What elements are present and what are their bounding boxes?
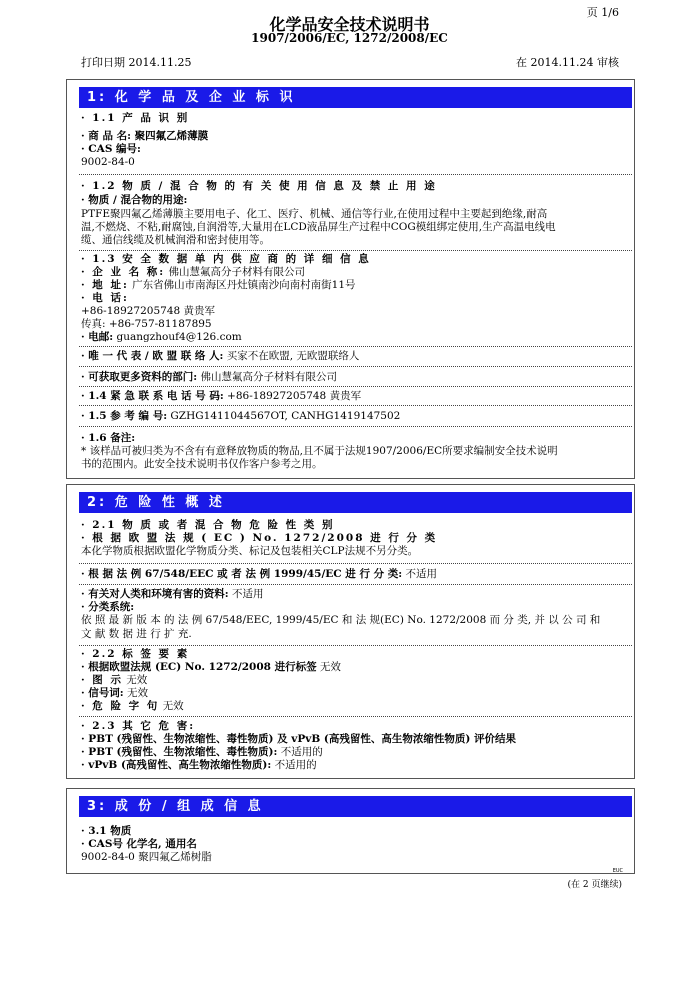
print-date: 打印日期 2014.11.25 — [81, 56, 192, 69]
cas-chemical-name-label: · CAS号 化学名, 通用名 — [81, 838, 197, 850]
vpvb-value: 不适用的 — [271, 759, 317, 771]
cas-value: 9002-84-0 — [81, 156, 135, 168]
divider — [79, 250, 632, 251]
pbt-value: 不适用的 — [277, 746, 323, 758]
page-end-line — [66, 873, 635, 874]
divider — [79, 386, 632, 387]
company-value: 佛山慧氟高分子材料有限公司 — [165, 266, 305, 278]
trade-name-label: · 商 品 名: — [81, 130, 131, 142]
pbt-label: · PBT (残留性、生物浓缩性、毒性物质): — [81, 746, 278, 758]
clp-classification-label: · 根 据 欧 盟 法 规 ( EC ) No. 1272/2008 进 行 分 类 — [81, 532, 438, 544]
trade-name — [81, 130, 620, 143]
address-value: 广东省佛山市南海区丹灶镇南沙向南村南街11号 — [128, 279, 356, 291]
pbt — [81, 746, 620, 759]
company-label: · 企 业 名 称: — [81, 266, 166, 278]
tel-label: · 电 话: — [81, 292, 129, 304]
hazard-statements-label: · 危 险 字 句 — [81, 700, 160, 712]
page-number: 页 1/6 — [586, 6, 619, 19]
divider — [79, 174, 632, 175]
emergency-phone — [81, 390, 620, 403]
document-title: 化学品安全技术说明书 — [269, 15, 430, 34]
section-1-title: 1: 化 学 品 及 企 业 标 识 — [79, 87, 632, 108]
directive-label: · 根 据 法 例 67/548/EEC 或 者 法 例 1999/45/EC 进 行 分 类: — [81, 568, 403, 580]
footer-code: EUC — [612, 868, 623, 874]
pbt-vpvb-title: · PBT (残留性、生物浓缩性、毒性物质) 及 vPvB (高残留性、高生物浓缩性物质) 评价结果 — [81, 733, 517, 745]
rep-label: · 唯 一 代 表 / 欧 盟 联 络 人: — [81, 350, 224, 362]
company — [81, 266, 620, 279]
continued-note: (在 2 页继续) — [567, 880, 622, 890]
classification-system-line-2: 文 献 数 据 进 行 扩 充. — [81, 628, 192, 640]
labelling-label: · 根据欧盟法规 (EC) No. 1272/2008 进行标签 — [81, 661, 317, 673]
email — [81, 331, 620, 344]
tel-value: +86-18927205748 黄贵军 — [81, 305, 216, 317]
section-3-title: 3: 成 份 / 组 成 信 息 — [79, 796, 632, 817]
email-value: guangzhouf4@126.com — [113, 331, 242, 343]
clp-classification-value: 本化学物质根据欧盟化学物质分类、标记及包装相关CLP法规不另分类。 — [81, 545, 419, 557]
classification-system-line-1: 依 照 最 新 版 本 的 法 例 67/548/EEC, 1999/45/EC 和 法 规(EC) No. 1272/2008 而 分 类, 并 以 公 司 和 — [81, 614, 601, 626]
address-label: · 地 址: — [81, 279, 129, 291]
use-line-2: 温,不燃烧、不粘,耐腐蚀,自润滑等,大量用在LCD液晶屏生产过程中COG模组绑定使用,生产高温电线电 — [81, 221, 556, 233]
section-3 — [66, 788, 635, 874]
reference-label: · 1.5 参 考 编 号: — [81, 410, 168, 422]
signal-word-value: 无效 — [123, 687, 149, 699]
divider — [79, 563, 632, 564]
note-label: · 1.6 备注: — [81, 432, 136, 444]
divider — [79, 405, 632, 406]
trade-name-value: 聚四氟乙烯薄膜 — [131, 130, 209, 142]
email-label: · 电邮: — [81, 331, 114, 343]
signal-word — [81, 687, 620, 700]
labelling-value: 无效 — [316, 661, 341, 673]
use-line-1: PTFE聚四氟乙烯薄膜主要用电子、化工、医疗、机械、通信等行业,在使用过程中主要起到绝缘,耐高 — [81, 208, 548, 220]
divider — [79, 366, 632, 367]
info-label: · 可获取更多资料的部门: — [81, 371, 198, 383]
vpvb-label: · vPvB (高残留性、高生物浓缩性物质): — [81, 759, 272, 771]
pictograms-value: 无效 — [122, 674, 148, 686]
divider — [79, 645, 632, 646]
pictograms-label: · 图 示 — [81, 674, 123, 686]
subsection-1-1: · 1.1 产 品 识 别 — [81, 112, 190, 124]
divider — [79, 426, 632, 427]
subsection-1-2: · 1.2 物 质 / 混 合 物 的 有 关 使 用 信 息 及 禁 止 用 途 — [81, 180, 437, 192]
rep-value: 买家不在欧盟, 无欧盟联络人 — [223, 350, 360, 362]
directive-value: 不适用 — [402, 568, 437, 580]
pictograms — [81, 674, 620, 687]
signal-word-label: · 信号词: — [81, 687, 124, 699]
hazard-info-label: · 有关对人类和环境有害的资料: — [81, 588, 229, 600]
use-line-3: 缆、通信线缆及机械润滑和密封使用等。 — [81, 234, 270, 246]
address — [81, 279, 620, 292]
hazard-info-value: 不适用 — [228, 588, 264, 600]
divider — [79, 584, 632, 585]
regulation-subtitle: 1907/2006/EC, 1272/2008/EC — [251, 31, 448, 45]
reference-number — [81, 410, 620, 423]
cas-chemical-name-value: 9002-84-0 聚四氟乙烯树脂 — [81, 851, 212, 863]
directive-classification — [81, 568, 620, 581]
vpvb — [81, 759, 620, 772]
section-2 — [66, 484, 635, 779]
subsection-2-3: · 2.3 其 它 危 害: — [81, 720, 196, 732]
divider — [79, 346, 632, 347]
emergency-label: · 1.4 紧 急 联 系 电 话 号 码: — [81, 390, 224, 402]
hazard-statements — [81, 700, 620, 713]
section-1 — [66, 79, 635, 479]
review-date: 在 2014.11.24 审核 — [516, 56, 619, 69]
subsection-1-3: · 1.3 安 全 数 据 单 内 供 应 商 的 详 细 信 息 — [81, 253, 371, 265]
eu-representative — [81, 350, 620, 363]
section-2-title: 2: 危 险 性 概 述 — [79, 492, 632, 513]
human-env-hazard — [81, 588, 620, 601]
fax-value: 传真: +86-757-81187895 — [81, 318, 212, 330]
subsection-2-2: · 2.2 标 签 要 素 — [81, 648, 190, 660]
subsection-3-1: · 3.1 物质 — [81, 825, 132, 837]
reference-value: GZHG1411044567OT, CANHG1419147502 — [167, 410, 401, 422]
note-line-1: * 该样品可被归类为不含有有意释放物质的物品,且不属于法规1907/2006/EC所要求编制安全技术说明 — [81, 445, 558, 457]
labelling — [81, 661, 620, 674]
note-line-2: 书的范围内。此安全技术说明书仅作客户参考之用。 — [81, 458, 323, 470]
subsection-2-1: · 2.1 物 质 或 者 混 合 物 危 险 性 类 别 — [81, 519, 335, 531]
emergency-value: +86-18927205748 黄贵军 — [223, 390, 362, 402]
use-label: · 物质 / 混合物的用途: — [81, 194, 188, 206]
info-value: 佛山慧氟高分子材料有限公司 — [197, 371, 338, 383]
cas-label: · CAS 编号: — [81, 143, 141, 155]
classification-system-label: · 分类系统: — [81, 601, 135, 613]
info-department — [81, 371, 620, 384]
divider — [79, 716, 632, 717]
hazard-statements-value: 无效 — [159, 700, 184, 712]
